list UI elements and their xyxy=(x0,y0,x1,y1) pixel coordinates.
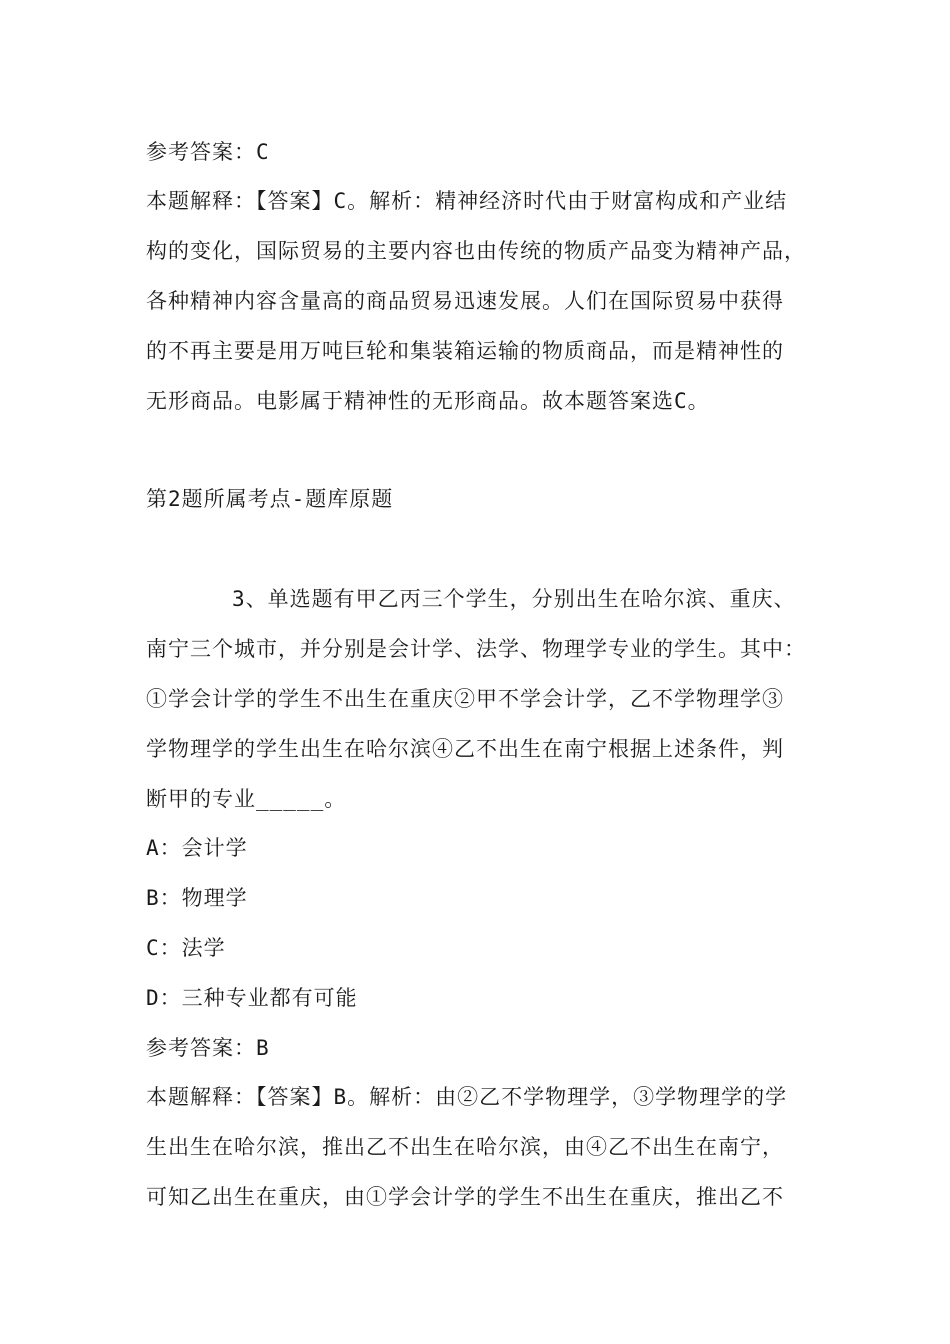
q3-question-line-3: ①学会计学的学生不出生在重庆②甲不学会计学，乙不学物理学③ xyxy=(146,687,784,711)
q3-question-line-4: 学物理学的学生出生在哈尔滨④乙不出生在南宁根据上述条件，判 xyxy=(146,737,784,761)
q2-explanation-line-5: 无形商品。电影属于精神性的无形商品。故本题答案选C。 xyxy=(146,389,710,413)
q2-explanation-line-4: 的不再主要是用万吨巨轮和集装箱运输的物质商品，而是精神性的 xyxy=(146,339,784,363)
q3-explanation-line-1: 本题解释：【答案】B。解析：由②乙不学物理学，③学物理学的学 xyxy=(146,1085,788,1109)
q3-answer-line: 参考答案：B xyxy=(146,1036,270,1060)
q3-option-b: B：物理学 xyxy=(146,886,248,910)
q2-category-line: 第2题所属考点-题库原题 xyxy=(146,487,394,511)
q3-question-line-5: 断甲的专业_____。 xyxy=(146,787,347,811)
q2-explanation-line-2: 构的变化，国际贸易的主要内容也由传统的物质产品变为精神产品， xyxy=(146,239,806,263)
q2-explanation-line-3: 各种精神内容含量高的商品贸易迅速发展。人们在国际贸易中获得 xyxy=(146,289,784,313)
q3-explanation-line-2: 生出生在哈尔滨，推出乙不出生在哈尔滨，由④乙不出生在南宁， xyxy=(146,1135,784,1159)
q3-option-d: D：三种专业都有可能 xyxy=(146,986,358,1010)
q3-option-a: A：会计学 xyxy=(146,836,248,860)
q3-question-line-1: 3、单选题有甲乙丙三个学生，分别出生在哈尔滨、重庆、 xyxy=(232,587,796,611)
q2-explanation-line-1: 本题解释：【答案】C。解析：精神经济时代由于财富构成和产业结 xyxy=(146,189,788,213)
q2-answer-line: 参考答案：C xyxy=(146,140,270,164)
q3-explanation-line-3: 可知乙出生在重庆，由①学会计学的学生不出生在重庆，推出乙不 xyxy=(146,1185,784,1209)
q3-option-c: C：法学 xyxy=(146,936,226,960)
q3-question-line-2: 南宁三个城市，并分别是会计学、法学、物理学专业的学生。其中： xyxy=(146,637,806,661)
